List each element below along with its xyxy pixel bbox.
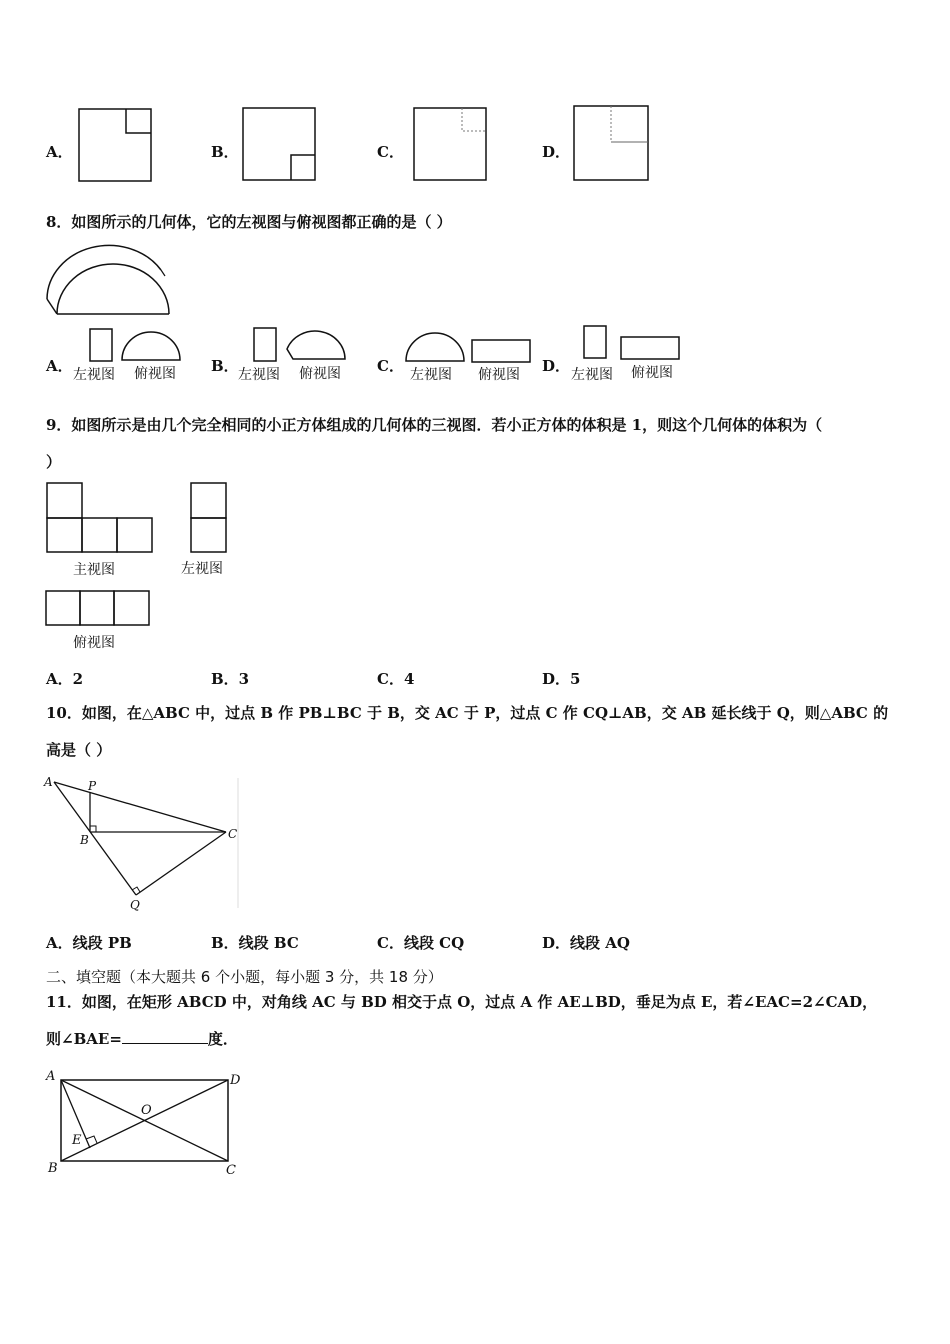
q9-left-view [190,482,230,554]
q8-d-top-view [620,336,682,362]
q8-c-left-label: 左视图 [410,367,452,383]
q8-d-top-label: 俯视图 [631,365,673,381]
q10-label-a: A [44,775,53,789]
q9-option-a: A．2 [46,670,84,688]
q8-option-d-letter: D． [542,357,571,375]
q8-c-top-view [471,339,533,365]
q7-option-b-letter: B． [211,143,239,161]
q10-stem-line2: 高是（ ） [46,741,112,759]
q11-label-e: E [72,1133,82,1148]
q8-option-a-letter: A． [46,357,73,375]
q11-stem-suffix: 度． [207,1030,238,1048]
q8-a-left-label: 左视图 [73,367,115,383]
q10-option-d: D．线段 AQ [542,934,630,952]
q11-stem-line1: 11．如图，在矩形 ABCD 中，对角线 AC 与 BD 相交于点 O，过点 A 作 AE⊥BD，垂足为点 E，若∠EAC=2∠CAD， [46,993,878,1011]
q10-label-b: B [80,833,89,847]
q9-front-label: 主视图 [73,562,115,578]
q10-stem-line1: 10．如图，在△ABC 中，过点 B 作 PB⊥BC 于 B，交 AC 于 P，过点 C 作 CQ⊥AB，交 AB 延长线于 Q，则△ABC 的 [46,704,889,722]
q11-label-a: A [46,1069,56,1084]
answer-blank[interactable] [122,1029,208,1044]
q11-stem-line2 [46,1028,238,1049]
q11-stem-prefix: 则∠BAE= [46,1030,122,1048]
q9-stem-line2: ） [46,453,62,471]
q11-label-c: C [226,1163,236,1178]
section2-title: 二、填空题（本大题共 6 个小题，每小题 3 分，共 18 分） [46,968,443,986]
q7-option-d-figure [573,105,651,183]
q8-b-top-label: 俯视图 [299,366,341,382]
q8-c-top-label: 俯视图 [478,367,520,383]
q9-top-view [45,590,153,628]
q8-b-left-view [253,327,279,363]
q7-option-d-letter: D． [542,143,571,161]
q10-label-c: C [228,827,238,841]
q8-c-left-view [404,331,466,363]
q11-label-b: B [48,1161,58,1176]
q9-front-view [46,482,156,554]
q9-left-label: 左视图 [181,561,223,577]
q10-label-p: P [88,779,97,793]
q8-a-left-view [89,328,115,364]
q10-triangle-figure [40,772,250,912]
q7-option-a-figure [78,108,154,184]
q9-top-label: 俯视图 [73,635,115,651]
q8-d-left-label: 左视图 [571,367,613,383]
q8-b-top-view [285,327,349,363]
q11-label-o: O [141,1103,152,1118]
q8-d-left-view [583,325,609,361]
q10-label-q: Q [130,898,140,912]
q10-option-b: B．线段 BC [211,934,299,952]
q7-option-c-figure [413,107,489,183]
q7-option-a-letter: A． [46,143,73,161]
q9-option-c: C．4 [377,670,415,688]
q8-a-top-view [120,330,184,362]
q8-stem: 8．如图所示的几何体，它的左视图与俯视图都正确的是（ ） [46,213,452,231]
q9-option-d: D．5 [542,670,581,688]
q11-rectangle-figure [42,1066,252,1178]
q8-option-b-letter: B． [211,357,239,375]
q8-option-c-letter: C． [377,357,404,375]
q8-a-top-label: 俯视图 [134,366,176,382]
q9-stem-line1: 9．如图所示是由几个完全相同的小正方体组成的几何体的三视图．若小正方体的体积是 1，则这个几何体的体积为（ [46,416,823,434]
q10-option-a: A．线段 PB [46,934,132,952]
q8-solid-figure [44,244,174,318]
q7-option-c-letter: C． [377,143,404,161]
q8-b-left-label: 左视图 [238,367,280,383]
q11-label-d: D [230,1073,241,1088]
q7-option-b-figure [242,107,318,183]
q9-option-b: B．3 [211,670,250,688]
q10-option-c: C．线段 CQ [377,934,465,952]
